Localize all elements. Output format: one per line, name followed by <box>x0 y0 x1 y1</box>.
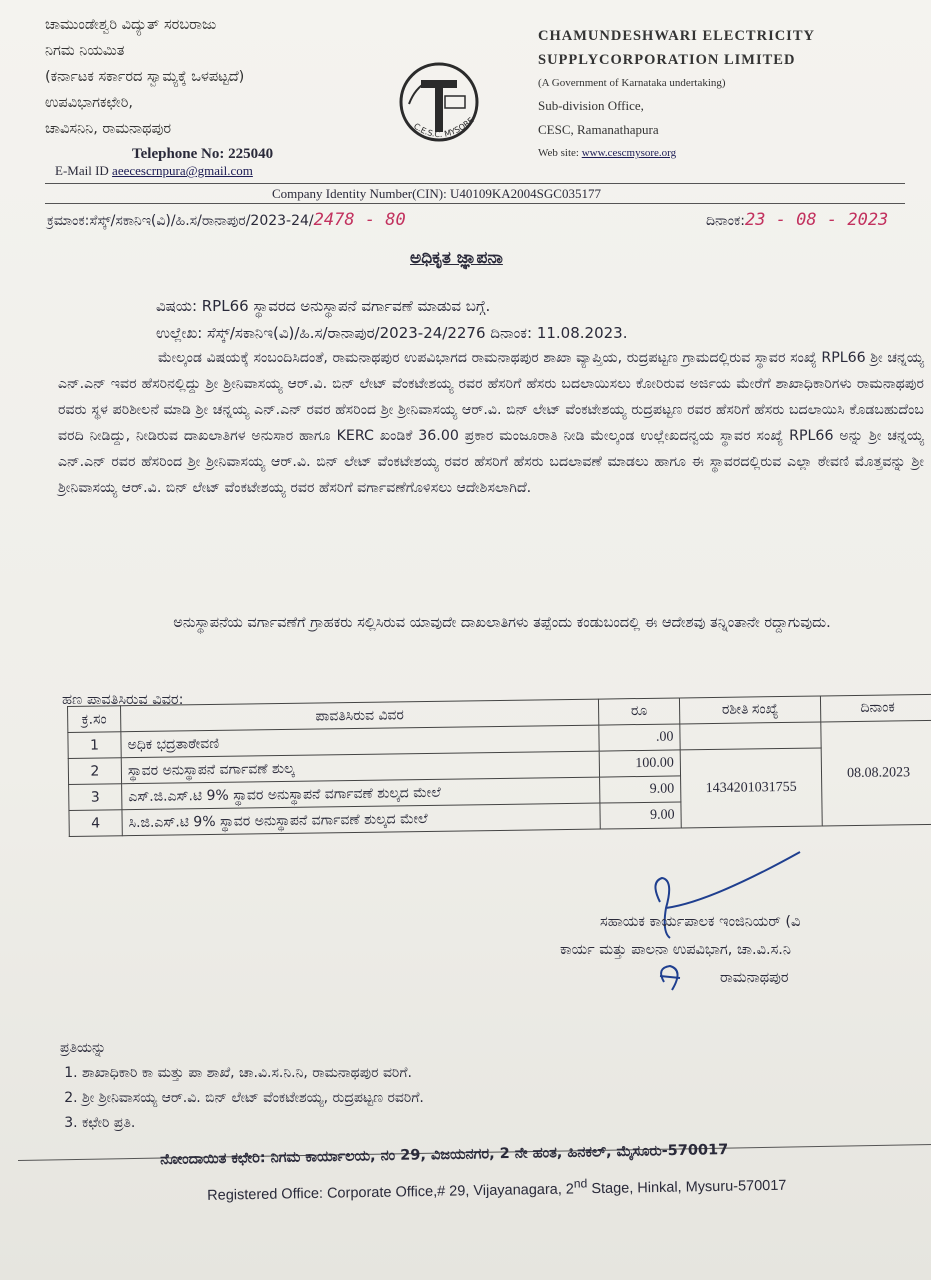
document-title: ಅಧಿಕೃತ ಜ್ಞಾಪನಾ <box>410 248 503 268</box>
footer-kannada: ನೋಂದಾಯಿತ ಕಛೇರಿ: ನಿಗಮ ಕಾರ್ಯಾಲಯ, ನಂ 29, ವಿಜಯನಗರ, 2 ನೇ ಹಂತ, ಹಿನಕಲ್, ಮೈಸೂರು-570017 <box>160 1142 729 1168</box>
footer-en-pre: Registered Office: Corporate Office,# 29, Vijayanagara, 2 <box>207 1181 575 1204</box>
cesc-logo-icon <box>385 52 493 152</box>
cin-number: Company Identity Number(CIN): U40109KA2004SGC035177 <box>272 186 601 201</box>
subject-line: ವಿಷಯ: RPL66 ಸ್ಥಾವರದ ಅನುಸ್ಥಾಪನೆ ವರ್ಗಾವಣೆ ಮಾಡುವ ಬಗ್ಗೆ. <box>156 297 491 315</box>
copies-to <box>60 1036 424 1136</box>
signatory-office: ಕಾರ್ಯ ಮತ್ತು ಪಾಲನಾ ಉಪವಿಭಾಗ, ಚಾ.ವಿ.ಸ.ನಿ <box>560 942 791 958</box>
payment-date: 08.08.2023 <box>821 720 931 826</box>
row-sl: 4 <box>69 810 122 837</box>
row-amount: 9.00 <box>600 776 681 803</box>
row-amount: 100.00 <box>599 750 680 777</box>
column-header: ಪಾವತಿಸಿರುವ ವಿವರ <box>121 699 599 732</box>
telephone: Telephone No: 225040 <box>132 146 274 162</box>
logo-text: C.E.S.C. MYSORE <box>411 115 476 140</box>
cancellation-note: ಅನುಸ್ಥಾಪನೆಯ ವರ್ಗಾವಣೆಗೆ ಗ್ರಾಹಕರು ಸಲ್ಲಿಸಿರುವ ಯಾವುದೇ ದಾಖಲಾತಿಗಳು ತಪ್ಪೆಂದು ಕಂಡುಬಂದಲ್ಲಿ ಈ ಆದೇಶವು ತನ್ನಿಂತಾನೇ ರದ್ದಾಗುವುದು. <box>173 615 831 631</box>
row-amount: 9.00 <box>600 802 681 829</box>
date-label: ದಿನಾಂಕ: <box>706 213 745 229</box>
email-line <box>55 163 253 179</box>
column-header: ರೂ <box>598 698 679 725</box>
email-link[interactable]: aeecescrnpura@gmail.com <box>112 163 253 178</box>
signature-block <box>560 908 801 992</box>
payment-label: ಹಣ ಪಾವತಿಸಿರುವ ವಿವರ: <box>62 692 184 708</box>
reference-handwritten: 2478 - 80 <box>313 210 406 230</box>
row-desc: ಅಧಿಕ ಭದ್ರತಾಠೇವಣಿ <box>121 725 599 758</box>
column-header: ದಿನಾಂಕ <box>820 694 931 722</box>
list-item: 1. ಶಾಖಾಧಿಕಾರಿ ಕಾ ಮತ್ತು ಪಾ ಶಾಖೆ, ಚಾ.ವಿ.ಸ.ನಿ.ನಿ, ರಾಮನಾಥಪುರ ವರಿಗೆ. <box>82 1061 424 1086</box>
column-header: ಕ್ರ.ಸಂ <box>68 706 121 733</box>
footer-en-sup: nd <box>573 1176 588 1191</box>
payment-table <box>67 694 931 837</box>
row-desc: ಸಿ.ಜಿ.ಎಸ್.ಟಿ 9% ಸ್ಥಾವರ ಅನುಸ್ಥಾಪನೆ ವರ್ಗಾವಣೆ ಶುಲ್ಕದ ಮೇಲೆ <box>122 803 600 836</box>
email-label: E-Mail ID <box>55 163 113 178</box>
header-english <box>538 24 815 164</box>
date-handwritten: 23 - 08 - 2023 <box>745 210 889 230</box>
row-desc: ಸ್ಥಾವರ ಅನುಸ್ಥಾಪನೆ ವರ್ಗಾವಣೆ ಶುಲ್ಕ <box>121 751 599 784</box>
office-line1: Sub-division Office, <box>538 98 644 113</box>
website <box>538 142 815 164</box>
header-kannada <box>45 12 244 142</box>
list-item: 3. ಕಛೇರಿ ಪ್ರತಿ. <box>82 1111 424 1136</box>
website-label: Web site: <box>538 147 582 159</box>
header-kn-line: ಚಾಮುಂಡೇಶ್ವರಿ ವಿದ್ಯುತ್ ಸರಬರಾಜು <box>45 17 217 33</box>
letter-date <box>706 210 888 230</box>
footer-en-post: Stage, Hinkal, Mysuru-570017 <box>587 1177 787 1198</box>
row-sl: 3 <box>69 784 122 811</box>
receipt-number: 1434201031755 <box>680 748 822 828</box>
footer-english <box>207 1173 787 1204</box>
header-kn-line: ಚಾವಿಸನಿನಿ, ರಾಮನಾಥಪುರ <box>45 121 172 137</box>
header-divider <box>45 203 905 204</box>
body-text <box>58 345 924 501</box>
company-undertaking: (A Government of Karnataka undertaking) <box>538 77 726 89</box>
list-item: 2. ಶ್ರೀ ಶ್ರೀನಿವಾಸಯ್ಯ ಆರ್.ವಿ. ಬಿನ್ ಲೇಟ್ ವೆಂಕಟೇಶಯ್ಯ, ರುದ್ರಪಟ್ಟಣ ರವರಿಗೆ. <box>82 1086 424 1111</box>
company-name-line1: CHAMUNDESHWARI ELECTRICITY <box>538 28 815 44</box>
row-amount: .00 <box>599 724 680 751</box>
copies-heading: ಪ್ರತಿಯನ್ನು <box>60 1040 107 1056</box>
header-kn-line: (ಕರ್ನಾಟಕ ಸರ್ಕಾರದ ಸ್ವಾಮ್ಯಕ್ಕೆ ಒಳಪಟ್ಟದೆ) <box>45 69 245 85</box>
column-header: ರಶೀತಿ ಸಂಖ್ಯೆ <box>679 696 820 724</box>
website-link[interactable]: www.cescmysore.org <box>581 147 677 159</box>
office-line2: CESC, Ramanathapura <box>538 122 659 137</box>
reference-number <box>47 210 406 230</box>
header-kn-line: ನಿಗಮ ನಿಯಮಿತ <box>45 43 125 59</box>
receipt-empty <box>680 722 821 750</box>
signatory-designation: ಸಹಾಯಕ ಕಾರ್ಯಪಾಲಕ ಇಂಜಿನಿಯರ್ (ವಿ <box>600 914 801 930</box>
body-paragraph: ಮೇಲ್ಕಂಡ ವಿಷಯಕ್ಕೆ ಸಂಬಂದಿಸಿದಂತೆ, ರಾಮನಾಥಪುರ ಉಪವಿಭಾಗದ ರಾಮನಾಥಪುರ ಶಾಖಾ ವ್ಯಾಪ್ತಿಯ, ರುದ್ರಪಟ್ಟಣ ಗ್ರಾಮದಲ್ಲಿರುವ ಸ್ಥಾವರ ಸಂಖ್ಯೆ RPL66 ಶ್ರೀ ಚನ್ನಯ್ಯ ಎನ್.ಎನ್ ಇವರ ಹೆಸರಿನಲ್ಲಿದ್ದು ಶ್ರೀ ಶ್ರೀನಿವಾಸಯ್ಯ ಆರ್.ವಿ. ಬಿನ್ ಲೇಟ್ ವೆಂಕಟೇಶಯ್ಯ ರವರ ಹೆಸರಿಗೆ ಹೆಸರು ಬದಲಾಯಿಸಲು ಕೋರಿರುವ ಅರ್ಜಿಯ ಮೇರೆಗೆ ಶಾಖಾಧಿಕಾರಿಗಳು ರಾಮನಾಥಪುರ ರವರು ಸ್ಥಳ ಪರಿಶೀಲನೆ ಮಾಡಿ ಶ್ರೀ ಚನ್ನಯ್ಯ ಎನ್.ಎನ್ ರವರ ಹೆಸರಿಂದ ಶ್ರೀ ಶ್ರೀನಿವಾಸಯ್ಯ ಆರ್.ವಿ. ಬಿನ್ ಲೇಟ್ ವೆಂಕಟೇಶಯ್ಯ ರುದ್ರಪಟ್ಟಣ ರವರ ಹೆಸರಿಗೆ ಹೆಸರು ಬದಲಾಯಿಸಿ ಕೊಡಬಹುದೆಂಬ ವರದಿ ನೀಡಿದ್ದು, ನೀಡಿರುವ ದಾಖಲಾತಿಗಳ ಅನುಸಾರ ಹಾಗೂ KERC ಖಂಡಿಕೆ 36.00 ಪ್ರಕಾರ ಮಂಜೂರಾತಿ ನೀಡಿ ಮೇಲ್ಕಂಡ ಉಲ್ಲೇಖದನ್ವಯ ಸ್ಥಾವರ ಸಂಖ್ಯೆ RPL66 ಅನ್ನು ಶ್ರೀ ಚನ್ನಯ್ಯ ಎನ್.ಎನ್ ರವರ ಹೆಸರಿಂದ ಶ್ರೀ ಶ್ರೀನಿವಾಸಯ್ಯ ಆರ್.ವಿ. ಬಿನ್ ಲೇಟ್ ವೆಂಕಟೇಶಯ್ಯ ರವರ ಹೆಸರಿಗೆ ಹೆಸರು ಬದಲಾವಣೆ ಮಾಡಲು ಹಾಗೂ ಈ ಸ್ಥಾವರದಲ್ಲಿರುವ ಎಲ್ಲಾ ಠೇವಣಿ ಮೊತ್ತವನ್ನು ಶ್ರೀ ಶ್ರೀನಿವಾಸಯ್ಯ ಆರ್.ವಿ. ಬಿನ್ ಲೇಟ್ ವೆಂಕಟೇಶಯ್ಯ ರವರ ಹೆಸರಿಗೆ ವರ್ಗಾವಣೆಗೊಳಿಸಲು ಆದೇಶಿಸಲಾಗಿದೆ. <box>58 350 924 496</box>
header-divider <box>45 183 905 184</box>
row-desc: ಎಸ್.ಜಿ.ಎಸ್.ಟಿ 9% ಸ್ಥಾವರ ಅನುಸ್ಥಾಪನೆ ವರ್ಗಾವಣೆ ಶುಲ್ಕದ ಮೇಲೆ <box>122 777 600 810</box>
header-kn-line: ಉಪವಿಭಾಗಕಛೇರಿ, <box>45 95 133 111</box>
signatory-place: ರಾಮನಾಥಪುರ <box>720 970 789 986</box>
row-sl: 2 <box>68 758 121 785</box>
company-name-line2: SUPPLYCORPORATION LIMITED <box>538 52 796 68</box>
row-sl: 1 <box>68 732 121 759</box>
reference-line: ಉಲ್ಲೇಖ: ಸೆಸ್ಕ್/ಸಕಾನಿಇ(ವಿ)/ಹಿ.ಸ/ರಾನಾಪುರ/2023-24/2276 ದಿನಾಂಕ: 11.08.2023. <box>156 324 628 342</box>
reference-prefix: ಕ್ರಮಾಂಕ:ಸೆಸ್ಕ್/ಸಕಾನಿಇ(ವಿ)/ಹಿ.ಸ/ರಾನಾಪುರ/2023-24/ <box>47 213 314 229</box>
